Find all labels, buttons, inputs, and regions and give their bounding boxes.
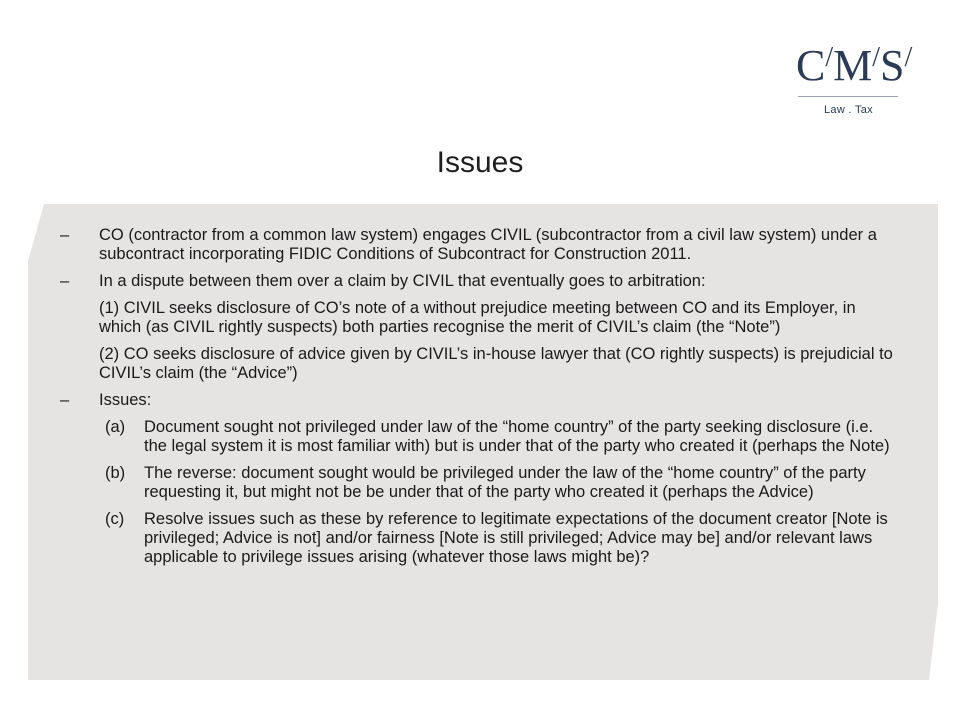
- dash-bullet-icon: –: [60, 226, 70, 244]
- cms-logo: [796, 41, 918, 120]
- bullet-paragraph: (2) CO seeks disclosure of advice given by CIVIL’s in-house lawyer that (CO rightly suspects) is prejudicial to CIVIL’s claim (the “Advice”): [99, 345, 893, 382]
- bullet-text: In a dispute between them over a claim by CIVIL that eventually goes to arbitration:: [99, 272, 706, 290]
- sub-item-label: (c): [105, 510, 125, 528]
- sub-item: [60, 464, 900, 502]
- logo-slash: /: [872, 42, 881, 73]
- bullet-text: Issues:: [99, 391, 152, 409]
- slide-title: Issues: [436, 146, 524, 179]
- sub-item-text: Resolve issues such as these by reference to legitimate expectations of the document creator [Note is privileged; Advice is not] and/or fairness [Note is still privileged; Advice may be] and/or relevant laws applicable to privilege issues arising (whatever those laws might be)?: [144, 510, 888, 566]
- sub-item-text: The reverse: document sought would be privileged under the law of the “home country” of the party requesting it, but might not be be under that of the party who created it (perhaps the Advice): [144, 464, 866, 501]
- sub-item-label: (a): [105, 418, 126, 436]
- bullet-item: [60, 226, 900, 264]
- logo-divider: [798, 96, 898, 97]
- sub-item: [60, 510, 900, 567]
- sub-item: [60, 418, 900, 456]
- bullet-item: [60, 272, 900, 291]
- sub-item-text: Document sought not privileged under law of the “home country” of the party seeking disclosure (i.e. the legal system it is most familiar with) but is under that of the party who created it (perhaps the Note): [144, 418, 890, 455]
- bullet-paragraph: (1) CIVIL seeks disclosure of CO’s note of a without prejudice meeting between CO and its Employer, in which (as CIVIL rightly suspects) both parties recognise the merit of CIVIL’s claim (the “Note”): [99, 299, 856, 336]
- logo-letter-m: M: [833, 41, 873, 90]
- logo-tagline: Law . Tax: [824, 104, 873, 116]
- logo-slash: /: [904, 42, 913, 73]
- dash-bullet-icon: –: [60, 272, 70, 290]
- bullet-item: [60, 391, 900, 410]
- slide-body: [60, 226, 900, 575]
- dash-bullet-icon: –: [60, 391, 70, 409]
- sub-item-label: (b): [105, 464, 126, 482]
- logo-slash: /: [825, 42, 834, 73]
- logo-mark: [796, 41, 918, 90]
- bullet-text: CO (contractor from a common law system) engages CIVIL (subcontractor from a civil law system) under a subcontract incorporating FIDIC Conditions of Subcontract for Construction 2011.: [99, 226, 877, 263]
- logo-letter-c: C: [796, 41, 826, 90]
- logo-letter-s: S: [880, 41, 905, 90]
